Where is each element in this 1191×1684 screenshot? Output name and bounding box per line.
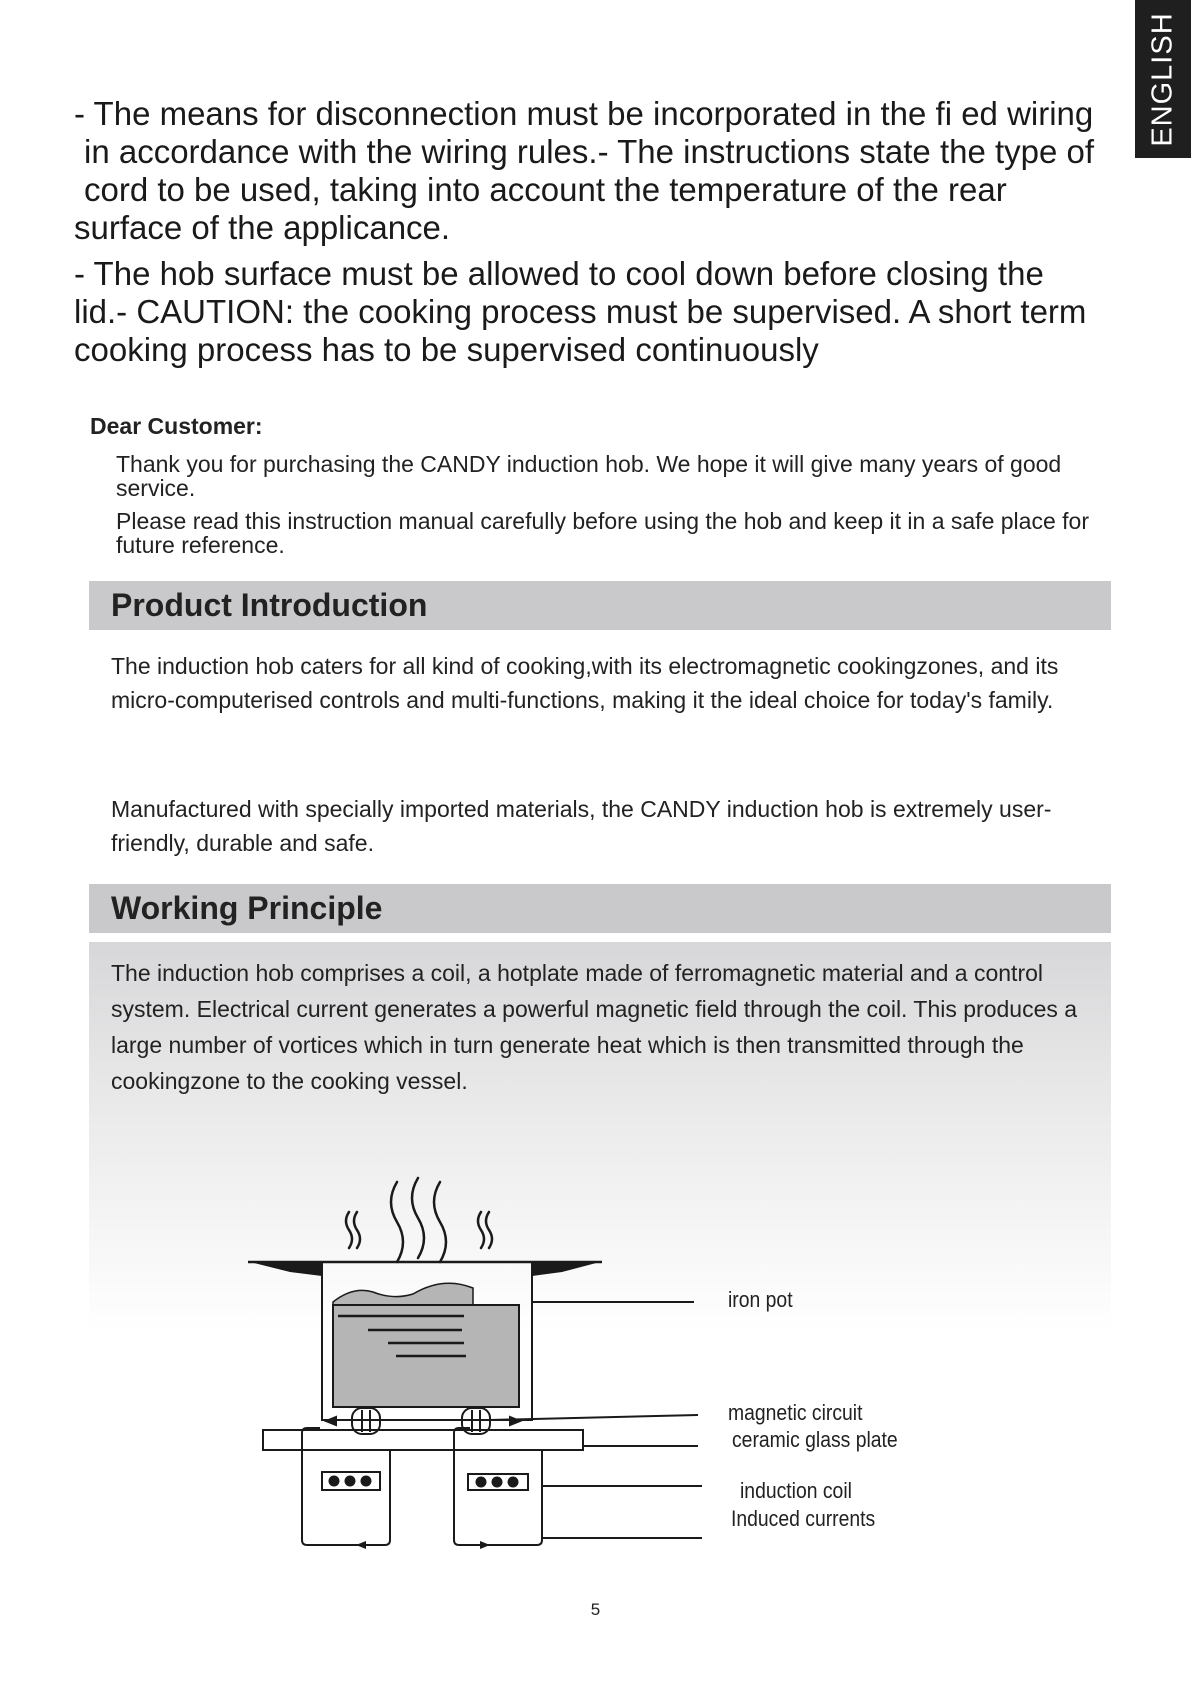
working-principle-text: The induction hob comprises a coil, a hotplate made of ferromagnetic material and a control system. Electrical current generates a powerful magnetic field through the coil. This produces a large number of vortices which in turn generate heat which is then transmitted through the cookingzone to the cooking vessel. bbox=[111, 960, 1078, 1094]
greeting-title: Dear Customer: bbox=[90, 413, 263, 439]
product-introduction-header bbox=[89, 581, 1111, 630]
page-number: 5 bbox=[590, 1600, 601, 1619]
working-principle-heading: Working Principle bbox=[111, 890, 383, 926]
language-tab bbox=[1135, 0, 1191, 158]
induced-currents-label: Induced currents bbox=[731, 1506, 876, 1531]
product-introduction-heading: Product Introduction bbox=[111, 587, 428, 623]
ceramic-glass-plate-label: ceramic glass plate bbox=[732, 1427, 898, 1452]
intro-paragraph: The induction hob caters for all kind of cooking,with its electromagnetic cookingzones, and its micro-computerised controls and multi-functions, making it the ideal choice for today's family. bbox=[111, 653, 1059, 713]
warning-block-2 bbox=[74, 255, 1134, 369]
working-principle-header bbox=[89, 884, 1111, 933]
magnetic-circuit-label: magnetic circuit bbox=[728, 1400, 863, 1425]
steam-icon bbox=[346, 1178, 492, 1262]
greeting-paragraph: Please read this instruction manual carefully before using the hob and keep it in a safe place for future reference. bbox=[116, 508, 1089, 558]
intro-paragraph: Manufactured with specially imported materials, the CANDY induction hob is extremely user-friendly, durable and safe. bbox=[111, 796, 1052, 856]
induction-coil-icon bbox=[302, 1428, 542, 1545]
induction-hob-diagram bbox=[0, 1160, 1191, 1560]
greeting-paragraph: Thank you for purchasing the CANDY induction hob. We hope it will give many years of good service. bbox=[116, 451, 1062, 501]
ceramic-glass-plate bbox=[263, 1430, 583, 1450]
warning-line: in accordance with the wiring rules.- The instructions state the type of bbox=[84, 133, 1095, 170]
warning-line: lid.- CAUTION: the cooking process must be supervised. A short term bbox=[74, 293, 1087, 330]
warning-block-1 bbox=[74, 95, 1134, 247]
warning-line: - The hob surface must be allowed to cool down before closing the bbox=[74, 255, 1044, 292]
leader-lines bbox=[490, 1302, 702, 1538]
induction-coil-label: induction coil bbox=[740, 1478, 852, 1503]
warning-line: cord to be used, taking into account the temperature of the rear bbox=[84, 171, 1007, 208]
warning-line: - The means for disconnection must be incorporated in the fi ed wiring bbox=[74, 95, 1094, 132]
iron-pot-label: iron pot bbox=[728, 1287, 793, 1312]
pot-lid-icon bbox=[248, 1262, 602, 1276]
language-tab-label: ENGLISH bbox=[1146, 11, 1179, 147]
iron-pot-icon bbox=[322, 1262, 532, 1420]
warning-line: cooking process has to be supervised continuously bbox=[74, 331, 819, 368]
warning-line: surface of the applicance. bbox=[74, 209, 451, 246]
